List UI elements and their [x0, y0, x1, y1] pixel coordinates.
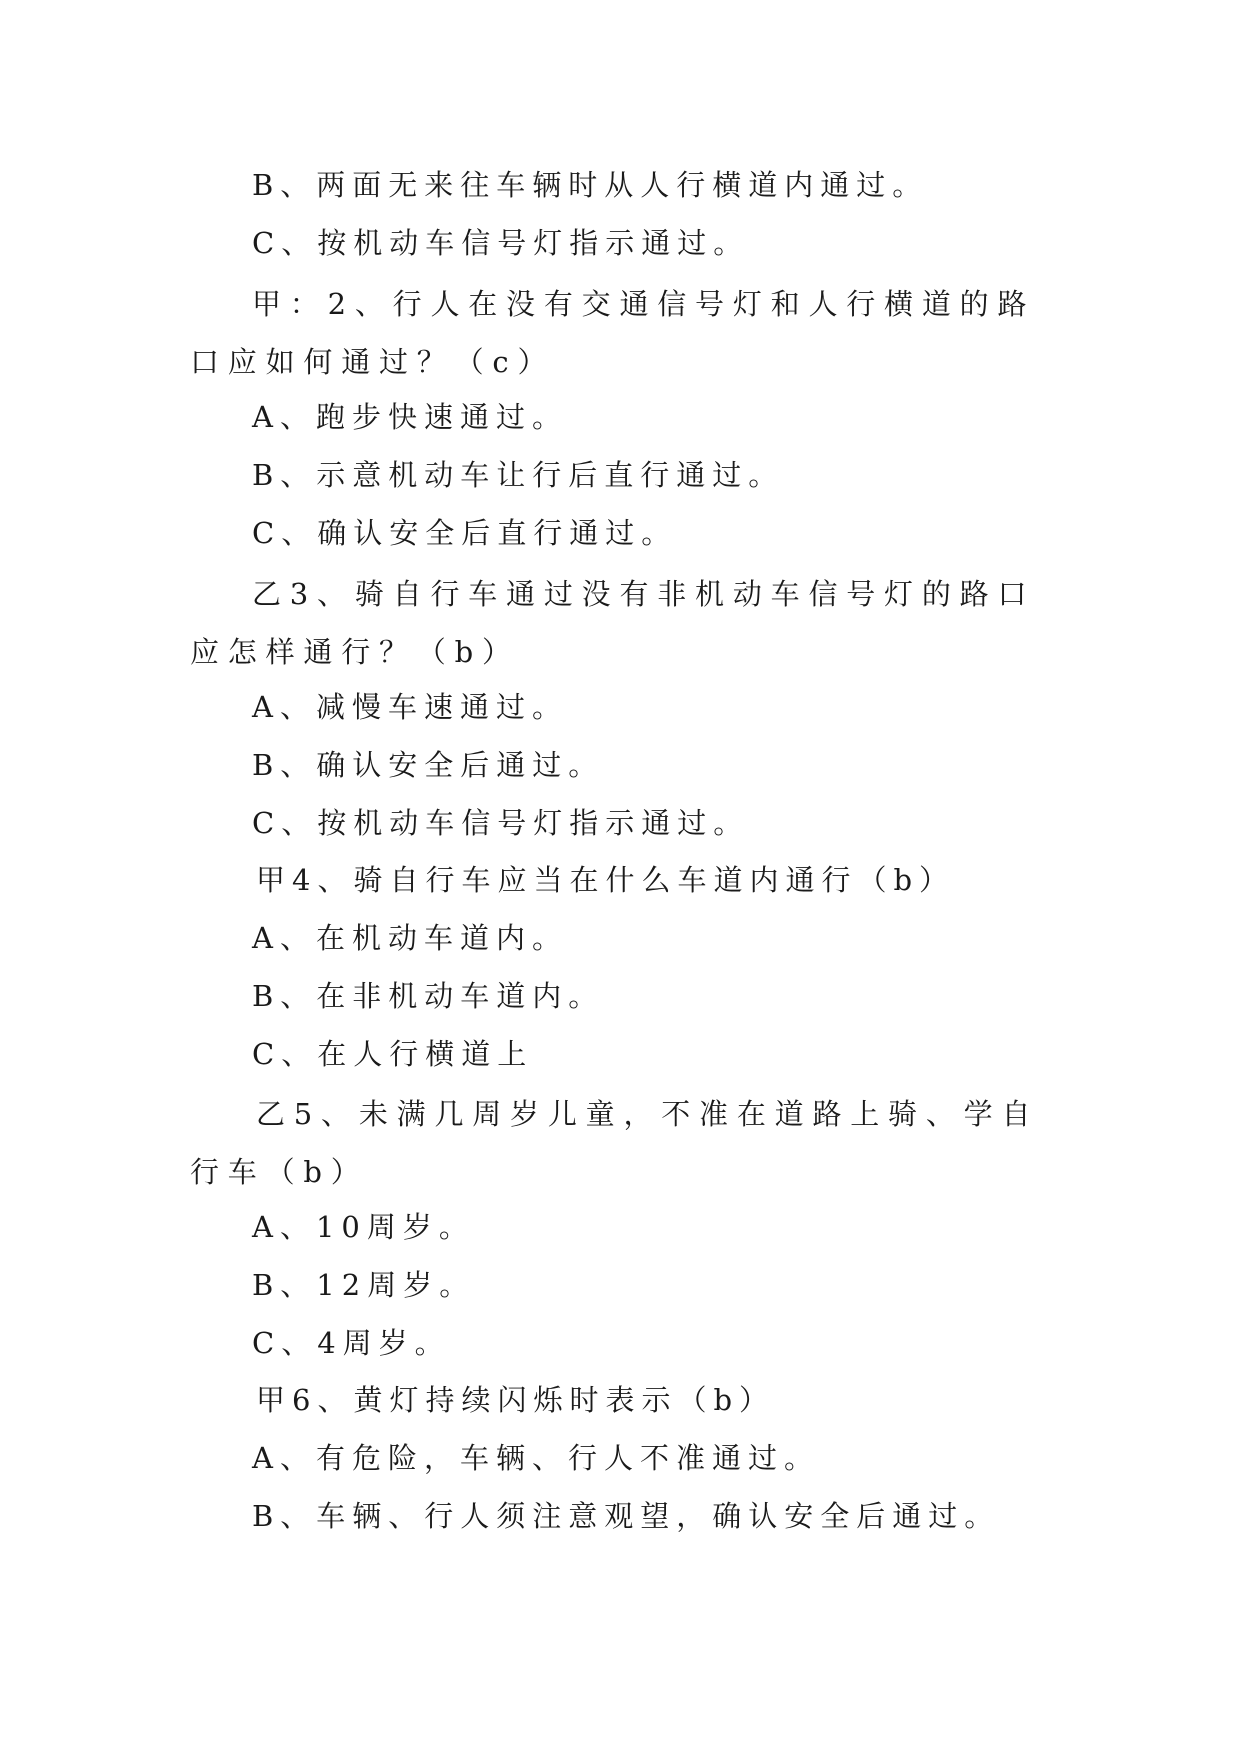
option-b-q3: B、确认安全后通过。 [252, 748, 605, 782]
option-c-q1: C、按机动车信号灯指示通过。 [252, 226, 750, 260]
question-5: 乙5、未满几周岁儿童，不准在道路上骑、学自行车（b） [190, 1097, 1040, 1189]
option-b-q2: B、示意机动车让行后直行通过。 [252, 458, 785, 492]
option-a-q6: A、有危险，车辆、行人不准通过。 [252, 1441, 820, 1475]
question-4: 甲4、骑自行车应当在什么车道内通行（b） [256, 863, 956, 897]
option-c-q5: C、4周岁。 [252, 1326, 451, 1360]
option-a-q3: A、减慢车速通过。 [252, 690, 568, 724]
option-c-q3: C、按机动车信号灯指示通过。 [252, 806, 750, 840]
question-6: 甲6、黄灯持续闪烁时表示（b） [256, 1383, 776, 1417]
option-c-q2: C、确认安全后直行通过。 [252, 516, 678, 550]
option-a-q2: A、跑步快速通过。 [252, 400, 568, 434]
question-3: 乙3、骑自行车通过没有非机动车信号灯的路口应怎样通行？（b） [190, 577, 1036, 669]
option-b-q6: B、车辆、行人须注意观望，确认安全后通过。 [252, 1499, 1001, 1533]
option-b-q1: B、两面无来往车辆时从人行横道内通过。 [252, 168, 929, 202]
question-2: 甲：2、行人在没有交通信号灯和人行横道的路口应如何通过？（c） [190, 287, 1036, 379]
option-a-q5: A、10周岁。 [252, 1210, 475, 1244]
option-b-q5: B、12周岁。 [252, 1268, 476, 1302]
option-a-q4: A、在机动车道内。 [252, 921, 568, 955]
option-c-q4: C、在人行横道上 [252, 1037, 534, 1071]
option-b-q4: B、在非机动车道内。 [252, 979, 605, 1013]
